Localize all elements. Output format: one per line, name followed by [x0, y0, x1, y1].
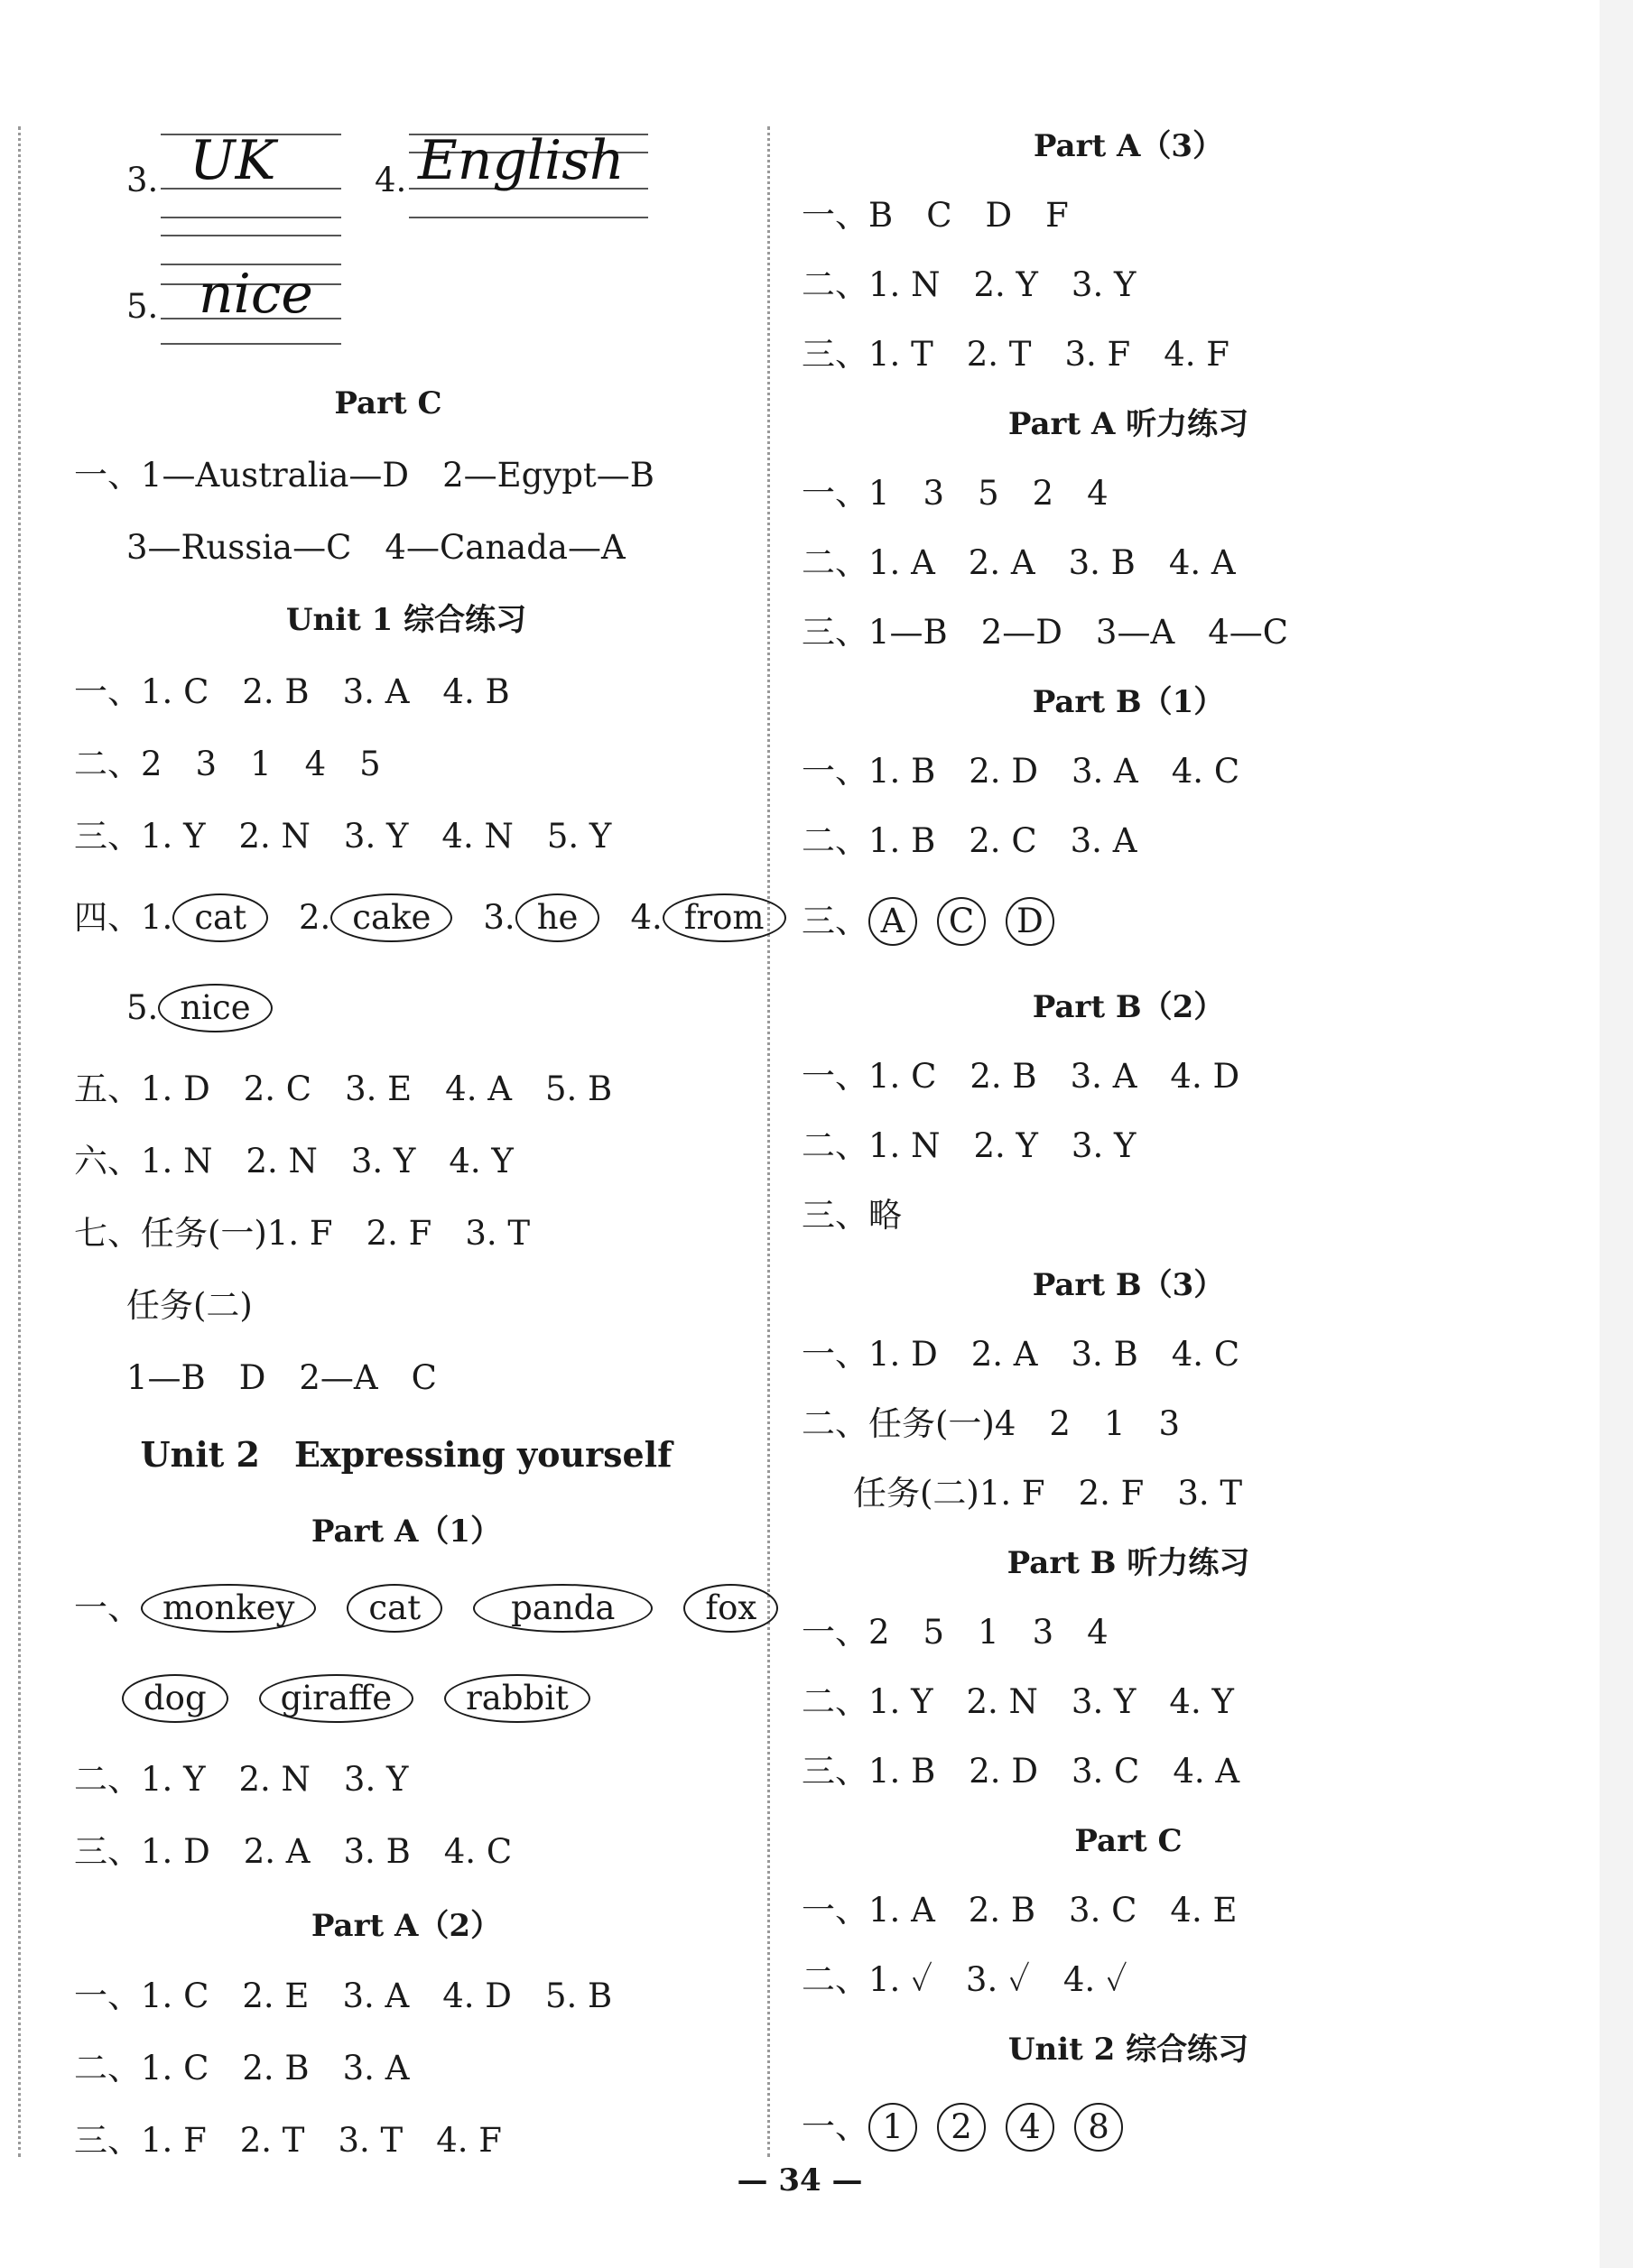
unit2-review-line-1 [802, 2103, 1143, 2152]
part-c-line-1: 一、1—Australia—D 2—Egypt—B [74, 456, 654, 495]
part-b2-line-3: 三、略 [802, 1196, 902, 1235]
circled-word: giraffe [259, 1674, 413, 1723]
line-prefix: 一、 [74, 1588, 141, 1627]
part-b3-line-3: 任务(二)1. F 2. F 3. T [853, 1474, 1243, 1513]
part-a1-line-2: 二、1. Y 2. N 3. Y [74, 1760, 409, 1799]
part-a2-line-3: 三、1. F 2. T 3. T 4. F [74, 2121, 502, 2160]
unit1-line-9: 1—B D 2—A C [126, 1358, 437, 1397]
item-num: 2. [298, 898, 331, 937]
circled-number: 2 [937, 2103, 986, 2152]
circled-letter: A [868, 897, 917, 946]
circled-word: he [515, 893, 600, 942]
part-a1-line-1 [74, 1584, 778, 1633]
unit1-line-4b [126, 984, 303, 1032]
part-b3-title: Part B（3） [1032, 1267, 1225, 1303]
part-a-listening-line-3: 三、1—B 2—D 3—A 4—C [802, 613, 1289, 652]
part-a3-line-3: 三、1. T 2. T 3. F 4. F [802, 335, 1229, 374]
part-a1-line-1b [122, 1674, 621, 1723]
part-a-listening-line-2: 二、1. A 2. A 3. B 4. A [802, 543, 1236, 582]
item-number: 4. [375, 161, 407, 199]
handwritten-word: UK [190, 129, 276, 192]
circled-word: cake [330, 893, 452, 942]
line-prefix: 一、 [802, 2107, 868, 2146]
left-margin-line [18, 126, 21, 2157]
part-a3-line-1: 一、B C D F [802, 196, 1069, 235]
part-a3-title: Part A（3） [1033, 128, 1224, 164]
part-c-line-2: 3—Russia—C 4—Canada—A [126, 528, 626, 567]
circled-word: dog [122, 1674, 228, 1723]
unit1-title: Unit 1 综合练习 [285, 602, 527, 638]
part-a2-line-1: 一、1. C 2. E 3. A 4. D 5. B [74, 1976, 613, 2015]
part-c-right-title: Part C [1074, 1823, 1183, 1859]
line-prefix: 四、 [74, 898, 141, 937]
part-b-listening-title: Part B 听力练习 [1007, 1545, 1250, 1581]
part-b1-title: Part B（1） [1032, 684, 1225, 720]
circled-letter: D [1006, 897, 1054, 946]
circled-number: 1 [868, 2103, 917, 2152]
unit1-line-2: 二、2 3 1 4 5 [74, 745, 381, 783]
circled-word: nice [158, 984, 272, 1032]
part-a1-title: Part A（1） [311, 1514, 502, 1550]
unit1-line-5: 五、1. D 2. C 3. E 4. A 5. B [74, 1069, 613, 1108]
circled-number: 4 [1006, 2103, 1054, 2152]
part-a1-line-3: 三、1. D 2. A 3. B 4. C [74, 1832, 513, 1871]
circled-word: fox [683, 1584, 778, 1633]
part-b2-line-2: 二、1. N 2. Y 3. Y [802, 1126, 1137, 1165]
part-a2-line-2: 二、1. C 2. B 3. A [74, 2049, 410, 2087]
part-a-listening-line-1: 一、1 3 5 2 4 [802, 474, 1109, 513]
circled-number: 8 [1074, 2103, 1123, 2152]
unit2-review-title: Unit 2 综合练习 [1007, 2032, 1249, 2068]
handwritten-word: nice [199, 263, 313, 326]
unit2-title: Unit 2 Expressing yourself [140, 1434, 673, 1475]
unit1-line-3: 三、1. Y 2. N 3. Y 4. N 5. Y [74, 817, 612, 856]
item-number: 3. [126, 161, 159, 199]
unit1-line-1: 一、1. C 2. B 3. A 4. B [74, 672, 510, 711]
page-number: — 34 — [737, 2162, 863, 2199]
column-divider [767, 126, 770, 2157]
part-c-right-line-2: 二、1. ✓ 3. ✓ 4. ✓ [802, 1960, 1127, 1999]
part-b-listening-line-2: 二、1. Y 2. N 3. Y 4. Y [802, 1682, 1234, 1721]
part-b3-line-2: 二、任务(一)4 2 1 3 [802, 1404, 1181, 1443]
part-b2-line-1: 一、1. C 2. B 3. A 4. D [802, 1057, 1240, 1096]
item-num: 5. [126, 988, 159, 1027]
part-b1-line-2: 二、1. B 2. C 3. A [802, 821, 1137, 860]
part-a2-title: Part A（2） [311, 1908, 502, 1944]
circled-letter: C [937, 897, 986, 946]
circled-word: monkey [141, 1584, 316, 1633]
unit1-line-4 [74, 893, 786, 942]
item-number: 5. [126, 287, 159, 326]
part-b2-title: Part B（2） [1032, 989, 1225, 1025]
handwritten-word: English [418, 129, 625, 192]
part-c-title: Part C [334, 385, 442, 421]
page-edge-shade [1600, 0, 1633, 2268]
part-a-listening-title: Part A 听力练习 [1007, 406, 1249, 442]
item-num: 1. [141, 898, 173, 937]
part-c-right-line-1: 一、1. A 2. B 3. C 4. E [802, 1891, 1238, 1930]
part-b1-line-3 [802, 897, 1074, 946]
circled-word: cat [172, 893, 268, 942]
item-num: 4. [630, 898, 663, 937]
circled-word: rabbit [444, 1674, 590, 1723]
part-a3-line-2: 二、1. N 2. Y 3. Y [802, 265, 1137, 304]
part-b-listening-line-1: 一、2 5 1 3 4 [802, 1613, 1109, 1652]
unit1-line-7: 七、任务(一)1. F 2. F 3. T [74, 1214, 531, 1253]
circled-word: from [663, 893, 786, 942]
circled-word: panda [473, 1584, 653, 1633]
part-b3-line-1: 一、1. D 2. A 3. B 4. C [802, 1335, 1240, 1374]
part-b-listening-line-3: 三、1. B 2. D 3. C 4. A [802, 1752, 1240, 1791]
item-num: 3. [483, 898, 515, 937]
part-b1-line-1: 一、1. B 2. D 3. A 4. C [802, 752, 1240, 791]
unit1-line-8: 任务(二) [126, 1286, 253, 1325]
circled-word: cat [347, 1584, 442, 1633]
line-prefix: 三、 [802, 902, 868, 940]
unit1-line-6: 六、1. N 2. N 3. Y 4. Y [74, 1142, 514, 1180]
